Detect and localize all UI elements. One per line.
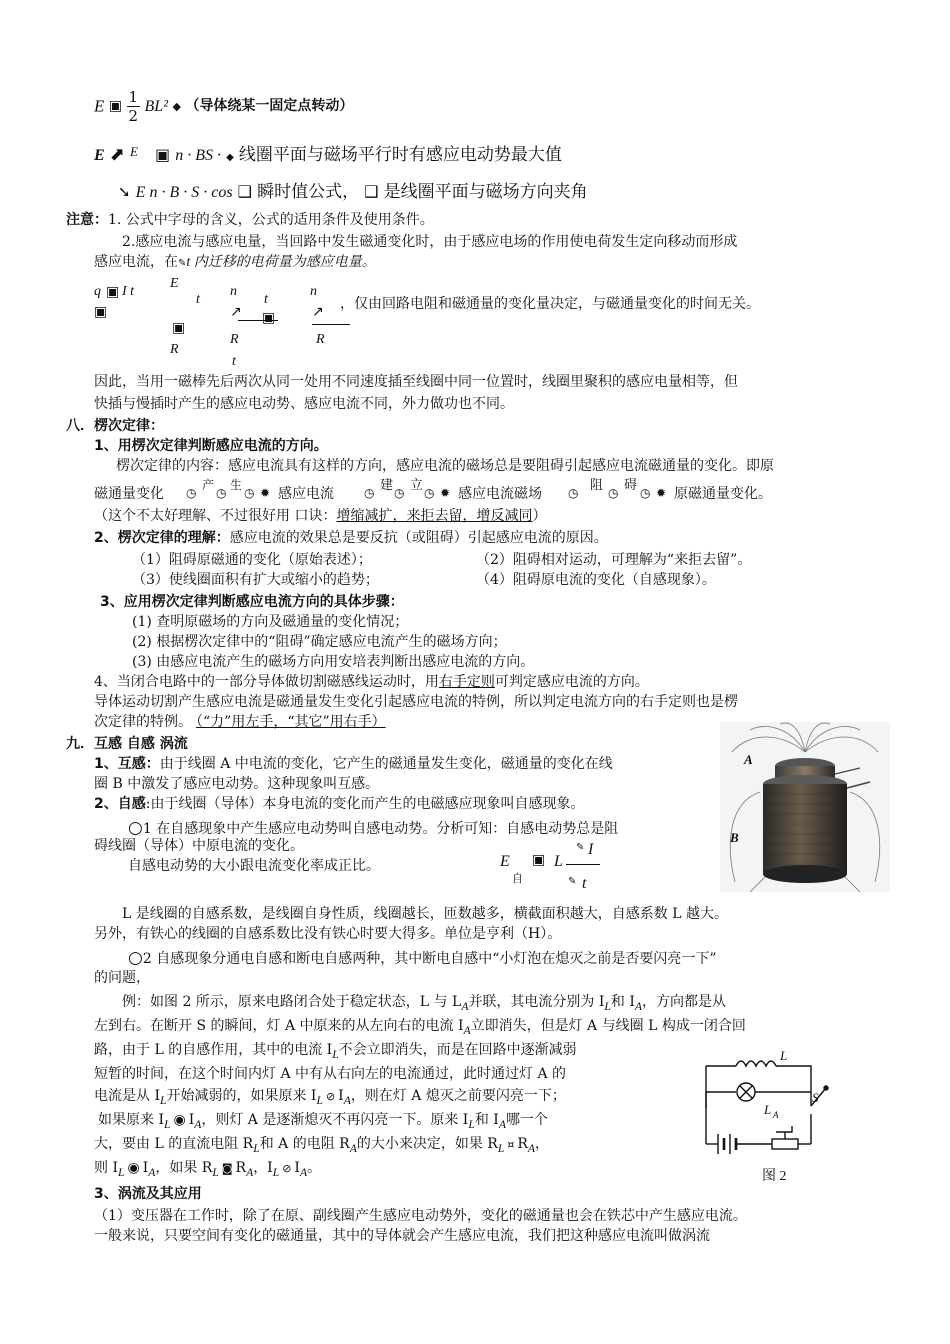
ex-text: ， [534, 1136, 549, 1152]
sub: L [272, 1165, 280, 1179]
formula-2-sub: E [129, 144, 138, 159]
sec8-s3: (3) 由感应电流产生的磁场方向用安培表判断出感应电流的方向。 [132, 654, 535, 670]
sub: L [316, 1093, 323, 1107]
formula-2 [94, 144, 562, 166]
ex-text: I [188, 1112, 195, 1128]
tip-post: ） [532, 508, 547, 524]
theta-glyph-icon: ❑ [364, 182, 379, 201]
flow-c1: 产 [202, 478, 215, 492]
circuit-label-A: A [773, 1110, 779, 1120]
circuit-figure-2 [676, 1040, 876, 1190]
equals-glyph-icon: ▣ [172, 320, 186, 336]
ex-text: I [142, 1160, 149, 1176]
ex-text: 哪一个 [505, 1112, 548, 1128]
example-line-5 [94, 1088, 566, 1108]
flow-arrow-icon: ◷ [364, 486, 375, 500]
flow-point-icon: ✹ [440, 486, 451, 500]
sub: L [468, 1117, 475, 1131]
sec8-h2-line [94, 530, 608, 547]
ex-text: 例：如图 2 所示，原来电路闭合处于稳定状态，L 与 L [122, 994, 462, 1010]
example-line-8 [94, 1160, 321, 1180]
circuit-diagram [676, 1040, 876, 1190]
formula-3-note2: 是线圈平面与磁场方向夹角 [383, 182, 588, 202]
flow-arrow-icon: ◷ [216, 486, 227, 500]
ex-text: 如果原来 I [98, 1112, 164, 1128]
notes-para-1: 因此，当用一磁棒先后两次从同一处用不同速度插至线圈中同一位置时，线圈里聚积的感应电量相等，但 [94, 374, 738, 390]
sub: A [343, 1093, 351, 1107]
sec9-Lp2: 另外，有铁心的线圈的自感系数比没有铁心时要大得多。单位是亨利（H）。 [94, 926, 562, 942]
equals-glyph-icon: ▣ [108, 98, 123, 115]
formula-2-lhs: E [94, 147, 105, 164]
notes-text: 感应电流，在 [94, 254, 178, 270]
formula-1-lhs: E [94, 96, 105, 116]
sub: A [634, 999, 643, 1013]
formula-2-note: 线圈平面与磁场平行时有感应电动势最大值 [238, 145, 562, 165]
mutual-induction-coil-figure [720, 722, 890, 892]
formula-3 [118, 182, 588, 202]
coil-image [720, 722, 890, 892]
sec9-c2 [128, 948, 717, 968]
sub: A [299, 1165, 308, 1179]
flow-b: 感应电流 [278, 486, 334, 502]
example-line-3 [94, 1042, 577, 1062]
omega-glyph-icon: ◆ [172, 99, 181, 113]
notes-label: 注意： [66, 212, 108, 228]
sec8-h3: 3、应用楞次定律判断感应电流方向的具体步骤： [100, 594, 404, 610]
equals-glyph-icon: ▣ [106, 284, 120, 300]
much-less-glyph-icon: ¤ [507, 1138, 515, 1151]
flow-c5: 阻 [590, 478, 604, 493]
sec9-h3: 3、涡流及其应用 [94, 1186, 202, 1202]
flow-c6: 碍 [624, 478, 638, 493]
ex-text: 立即消失，但是灯 A 与线圈 L 构成一闭合回 [470, 1018, 746, 1034]
sec9-p3b: 一般来说，只要空间有变化的磁通量，其中的导体就会产生感应电流，我们把这种感应电流叫做涡流 [94, 1228, 710, 1244]
flow-point-icon: ✹ [656, 486, 667, 500]
sub: L [332, 1047, 339, 1061]
ex-text: 并联，其电流分别为 I [468, 994, 605, 1010]
example-line-2 [94, 1018, 746, 1038]
ex-text: I [294, 1160, 300, 1176]
charge-t2: t [232, 354, 236, 369]
ex-text: ，如果 R [155, 1160, 213, 1176]
charge-note: ，仅由回路电阻和磁通量的变化量决定，与磁通量变化的时间无关。 [340, 296, 760, 312]
charge-R: R [170, 342, 179, 357]
flow-arrow-icon: ◷ [394, 486, 405, 500]
greater-than-glyph-icon: ⊘ [325, 1090, 336, 1103]
circuit-label-L: L [780, 1048, 788, 1063]
flow-arrow-icon: ◷ [608, 486, 619, 500]
ex-text: 和 I [610, 994, 635, 1010]
sec9-c1-text3: 自感电动势的大小跟电流变化率成正比。 [128, 858, 380, 874]
ex-text: 电流是从 I [94, 1088, 160, 1104]
sec8-tip [94, 508, 546, 525]
p4-b: 次定律的特例。 [94, 714, 192, 730]
sec8-h2-text: 感应电流的效果总是要反抗（或阻碍）引起感应电流的原因。 [229, 530, 608, 546]
sec9-c1-text2: 碍线圈（导体）中原电流的变化。 [94, 838, 304, 854]
sec8-u4: （4）阻碍原电流的变化（自感现象）。 [476, 572, 716, 588]
circuit-label-S: S [812, 1090, 819, 1105]
sec9-p3a: （1）变压器在工作时，除了在原、副线圈产生感应电动势外，变化的磁通量也会在铁芯中产生感应电流。 [94, 1208, 747, 1224]
ex-text: ，I [253, 1160, 273, 1176]
delta-glyph-icon: ✎ [568, 876, 577, 887]
sub: A [349, 1141, 357, 1155]
sec8-u3: （3）使线圈面积有扩大或缩小的趋势； [132, 572, 379, 588]
ex-text: 和 I [474, 1112, 499, 1128]
ex-text: 大，要由 L 的直流电阻 R [94, 1136, 254, 1152]
Lp1-text: L 是线圈的自感系数，是线圈自身性质，线圈越长，匝数越多，横截面积越大，自感系数 L 越大。 [122, 906, 728, 922]
sec9-h2: 2、自感 [94, 796, 146, 812]
notes-text: 1. 公式中字母的含义，公式的适用条件及使用条件。 [108, 212, 434, 228]
phi-arrow-icon: ↗ [312, 304, 324, 320]
ex-text: 开始减弱的，如果原来 I [166, 1088, 317, 1104]
sec9-h2-line [94, 796, 584, 813]
emf-formula [500, 840, 610, 896]
figure-caption: 图 2 [762, 1169, 787, 1184]
sec8-p4b-line [94, 714, 386, 731]
equals-glyph-icon: ▣ [155, 145, 171, 164]
equals-glyph-icon: ▣ [532, 852, 546, 868]
sec9-h1-line [94, 756, 613, 773]
notes-line-1 [66, 212, 434, 229]
charge-n2: n [310, 284, 317, 299]
sec8-h4 [94, 674, 649, 691]
sec9-h1-text2: 圈 B 中激发了感应电动势。这种现象叫互感。 [94, 776, 380, 792]
flow-c3: 建 [380, 478, 394, 493]
sub: A [246, 1165, 254, 1179]
sec8-h2: 2、楞次定律的理解： [94, 530, 230, 546]
example-line-7 [94, 1136, 549, 1156]
notes-para-2: 快插与慢插时产生的感应电动势、感应电流不同，外力做功也不同。 [94, 396, 514, 412]
sub: L [117, 1165, 125, 1179]
delta-glyph-icon: ✎ [178, 258, 187, 269]
flow-arrow-icon: ◷ [640, 486, 651, 500]
coil-label-A: A [744, 752, 753, 767]
sec8-s1: (1) 查明原磁场的方向及磁通量的变化情况； [132, 614, 409, 630]
theta-glyph-icon: ❑ [237, 182, 252, 201]
flow-c4: 立 [410, 478, 424, 493]
sub: L [159, 1093, 167, 1107]
sub: A [148, 1165, 156, 1179]
instant-arrow-icon: ➘ [118, 183, 131, 201]
flow-arrow-icon: ◷ [424, 486, 435, 500]
charge-it: I t [122, 284, 135, 299]
sec9-h1-text: 由于线圈 A 中电流的变化，它产生的磁通量发生变化，磁通量的变化在线 [159, 756, 613, 772]
example-line-1 [122, 994, 726, 1014]
sec9-c1 [128, 818, 618, 838]
formula-1-fraction: $\frac{1}{2}$ [128, 88, 139, 125]
formula-3-note: 瞬时值公式， [257, 182, 360, 202]
greater-than-glyph-icon: ⊘ [282, 1162, 292, 1175]
delta-glyph-icon: ✎ [576, 842, 585, 853]
ex-text: I [338, 1088, 344, 1104]
ex-text: ，则灯 A 是逐渐熄灭不再闪亮一下。原来 I [201, 1112, 469, 1128]
sec8-h1: 1、用楞次定律判断感应电流的方向。 [94, 438, 328, 454]
ex-text: 则 I [94, 1160, 118, 1176]
sub: A [498, 1117, 506, 1131]
charge-formula [94, 276, 874, 369]
charge-R2: R [316, 332, 325, 347]
sec8-p1: 楞次定律的内容：感应电流具有这样的方向，感应电流的磁场总是要阻碍引起感应电流磁通量的变化。即原 [116, 458, 774, 474]
flow-arrow-icon: ◷ [244, 486, 255, 500]
charge-t: t [196, 292, 200, 307]
sec8-s2: (2) 根据楞次定律中的“阻碍”确定感应电流产生的磁场方向； [132, 634, 507, 650]
formula-1-rhs: BL² [144, 97, 168, 115]
sec9-h2-text: :由于线圈（导体）本身电流的变化而产生的电磁感应现象叫自感现象。 [145, 796, 585, 812]
sec8-p4a: 导体运动切割产生感应电流是磁通量发生变化引起感应电流的特例，所以判定电流方向的右手定则也是楞 [94, 694, 738, 710]
section-9-title: 九．互感 自感 涡流 [66, 736, 188, 752]
sub: A [461, 999, 469, 1013]
charge-t: t [264, 292, 268, 307]
section-8-title: 八．楞次定律： [66, 418, 164, 434]
ex-text: 路，由于 L 的自感作用，其中的电流 I [94, 1042, 333, 1058]
formula-2-expr: n · BS · [175, 147, 221, 164]
ex-text: 左到右。在断开 S 的瞬间，灯 A 中原来的从左向右的电流 I [94, 1018, 464, 1034]
lenz-flow [94, 478, 874, 504]
fraction-bar [312, 324, 350, 325]
c2-text: 2 自感现象分通电自感和断电自感两种，其中断电自感中“小灯泡在熄灭之前是否要闪亮一下” [142, 951, 717, 967]
less-equal-glyph-icon: ◉ [127, 1160, 140, 1176]
sub: L [604, 999, 611, 1013]
formula-1-note: （导体绕某一固定点转动） [185, 98, 354, 115]
ex-text: 的大小来决定，如果 R [356, 1136, 498, 1152]
omega-glyph-icon: ◆ [226, 152, 234, 163]
fraction-bar [566, 864, 600, 865]
ex-text: 和 A 的电阻 R [259, 1136, 350, 1152]
ex-text: R [517, 1136, 528, 1152]
circled-one-icon: ○ [128, 818, 143, 838]
flow-d: 原磁通量变化。 [674, 486, 772, 502]
equals-glyph-icon: ▣ [262, 310, 276, 326]
ex-text: R [235, 1160, 247, 1176]
flow-arrow-icon: ◷ [186, 486, 197, 500]
flow-c2: 生 [230, 478, 243, 492]
formula-3-expr: E n · B · S · cos [135, 184, 233, 201]
ex-text: ，则在灯 A 熄灭之前要闪亮一下； [350, 1088, 566, 1104]
charge-n1: n [230, 284, 237, 299]
emf-E: E [500, 853, 510, 870]
sec8-u2: （2）阻碍相对运动，可理解为“来拒去留”。 [476, 552, 752, 568]
p4-underline: （“力”用左手，“其它”用右手） [196, 714, 386, 730]
tip-mnemonic: 增缩减扩，来拒去留，增反减同 [336, 508, 533, 524]
sub: A [527, 1141, 535, 1155]
flow-c: 感应电流磁场 [458, 486, 542, 502]
sec9-h1: 1、互感： [94, 756, 160, 772]
circuit-label-LA: L [764, 1102, 772, 1117]
formula-1 [94, 88, 353, 138]
charge-E: E [170, 276, 179, 291]
less-equal-glyph-icon: ◉ [173, 1112, 186, 1128]
h4-a: 4、当闭合电路中的一部分导体做切割磁感线运动时，用 [94, 674, 439, 690]
example-line-4: 短暂的时间，在这个时间内灯 A 中有从右向左的电流通过，此时通过灯 A 的 [94, 1066, 567, 1082]
example-line-6 [98, 1112, 548, 1132]
emf-I: I [588, 841, 594, 858]
coil-label-B: B [730, 830, 739, 845]
sec9-Lp1 [122, 906, 728, 924]
notes-text: t 内迁移的电荷量为感应电量。 [186, 255, 376, 270]
notes-line-2: 2.感应电流与感应电量，当回路中发生磁通变化时，由于感应电场的作用使电荷发生定向移动而形成 [122, 234, 738, 250]
much-greater-glyph-icon: ◙ [221, 1162, 233, 1175]
ex-text: ，方向都是从 [642, 994, 727, 1010]
sub: L [497, 1141, 505, 1155]
sub: L [212, 1165, 219, 1179]
emf-t: t [582, 875, 587, 892]
flow-arrow-icon: ◷ [568, 486, 579, 500]
max-arrow-icon: ⬈ [109, 144, 125, 165]
sub: A [463, 1023, 471, 1037]
c1-text: 1 在自感现象中产生感应电动势叫自感电动势。分析可知：自感电动势总是阻 [142, 821, 619, 837]
sub: A [194, 1117, 202, 1131]
emf-sub: 自 [512, 872, 523, 885]
sub: L [253, 1141, 260, 1155]
h4-underline: 右手定则 [438, 674, 495, 690]
phi-arrow-icon: ↗ [230, 304, 242, 320]
equals-glyph-icon: ▣ [94, 304, 108, 320]
tip-pre: （这个不太好理解、不过很好用 口诀： [94, 508, 337, 524]
ex-text: 。 [307, 1160, 322, 1176]
notes-line-3 [94, 254, 376, 272]
sub: L [163, 1117, 171, 1131]
sec9-c2-text2: 的问题， [94, 970, 150, 986]
h4-b: 可判定感应电流的方向。 [494, 674, 649, 690]
flow-point-icon: ✹ [260, 486, 271, 500]
charge-Rt: R [230, 332, 239, 347]
ex-text: 不会立即消失，而是在回路中逐渐减弱 [338, 1042, 577, 1058]
sec8-u1: （1）阻碍原磁通的变化（原始表述）； [132, 552, 372, 568]
flow-a: 磁通量变化 [94, 486, 164, 502]
charge-q: q [94, 284, 101, 299]
circled-two-icon: ○ [128, 948, 143, 968]
emf-L: L [554, 853, 563, 870]
